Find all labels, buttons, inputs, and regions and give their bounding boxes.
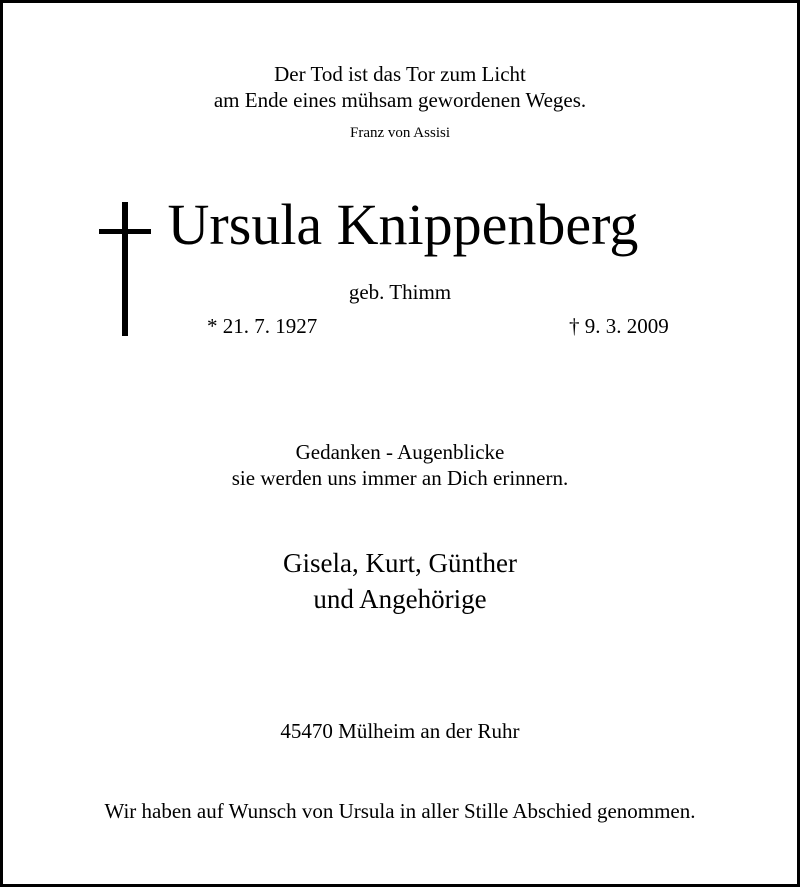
quote-line-2: am Ende eines mühsam gewordenen Weges. <box>213 88 587 112</box>
mourners-line-2: und Angehörige <box>313 584 487 614</box>
quote-line-1: Der Tod ist das Tor zum Licht <box>274 62 526 86</box>
mourners-line-1: Gisela, Kurt, Günther <box>283 548 517 578</box>
verse-line-1: Gedanken - Augenblicke <box>295 440 505 464</box>
cross-icon-vertical-bar <box>122 202 128 336</box>
maiden-name: geb. Thimm <box>348 280 452 304</box>
verse-line-2: sie werden uns immer an Dich erinnern. <box>231 466 569 490</box>
farewell-note: Wir haben auf Wunsch von Ursula in aller Stille Abschied genommen. <box>104 799 696 823</box>
deceased-name: Ursula Knippenberg <box>167 192 639 257</box>
place: 45470 Mülheim an der Ruhr <box>280 719 520 743</box>
quote-author: Franz von Assisi <box>349 125 450 141</box>
death-date: † 9. 3. 2009 <box>569 314 669 338</box>
birth-date: * 21. 7. 1927 <box>207 314 318 338</box>
